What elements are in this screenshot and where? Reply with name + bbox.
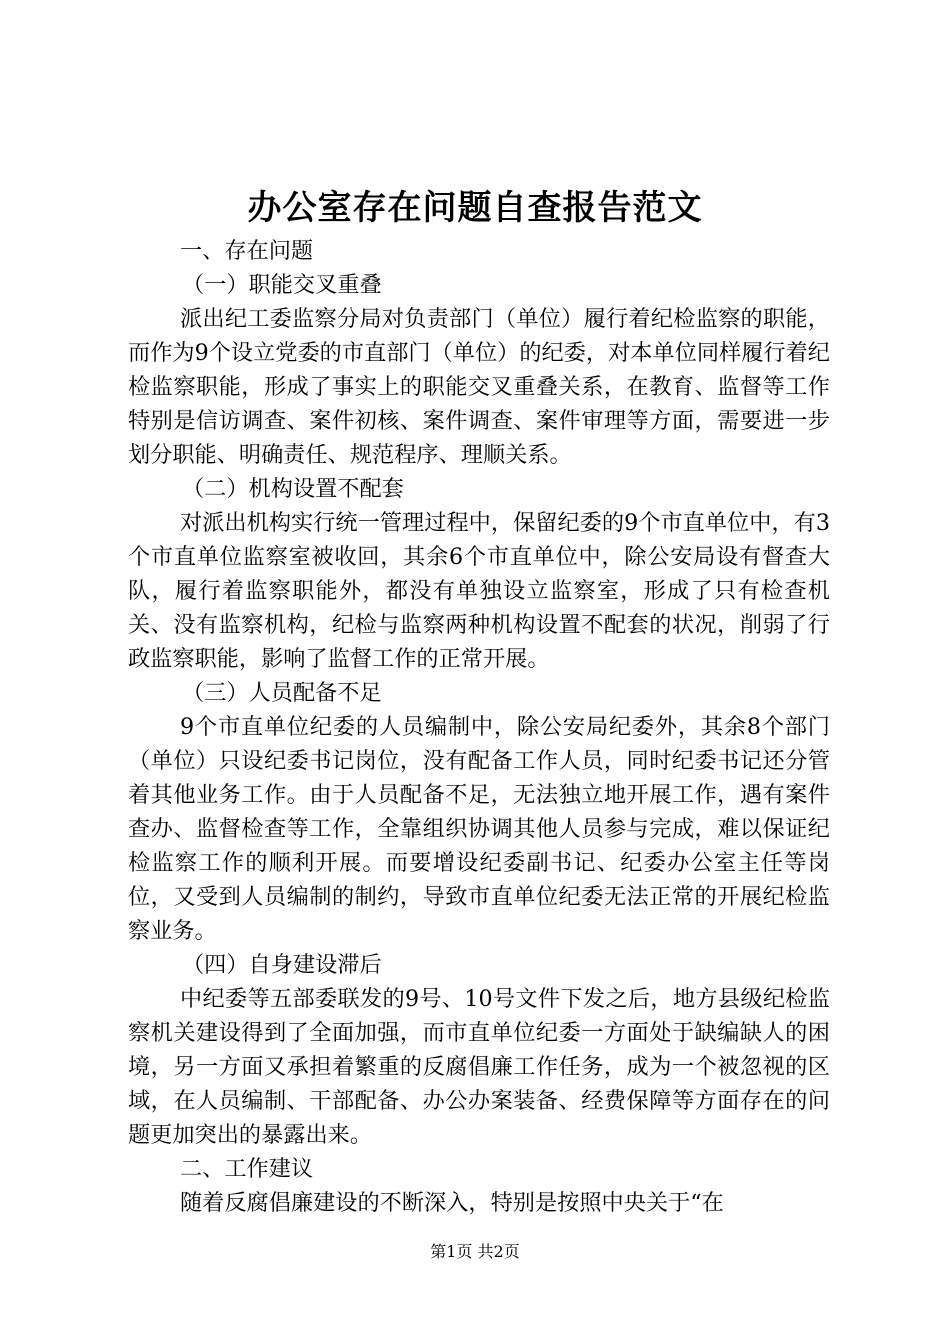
paragraph: 派出纪工委监察分局对负责部门（单位）履行着纪检监察的职能，而作为9个设立党委的市直部门（单位）的纪委，对本单位同样履行着纪检监察职能，形成了事实上的职能交叉重叠关系，在教育、监督等工作特别是信访调查、案件初核、案件调查、案件审理等方面，需要进一步划分职能、明确责任、规范程序、理顺关系。 [128,306,830,468]
page-footer: 第1页 共2页 [430,1242,520,1261]
paragraph: 中纪委等五部委联发的9号、10号文件下发之后，地方县级纪检监察机关建设得到了全面加强，而市直单位纪委一方面处于缺编缺人的困境，另一方面又承担着繁重的反腐倡廉工作任务，成为一个被忽视的区域，在人员编制、干部配备、办公办案装备、经费保障等方面存在的问题更加突出的暴露出来。 [128,986,830,1148]
document-body [128,234,830,1220]
subsection-heading: （四）自身建设滞后 [182,952,382,978]
document-title: 办公室存在问题自查报告范文 [247,188,703,228]
subsection-heading: （一）职能交叉重叠 [182,272,382,298]
paragraph: 随着反腐倡廉建设的不断深入，特别是按照中央关于“在 [180,1190,724,1216]
subsection-heading: （三）人员配备不足 [182,680,382,706]
subsection-heading: （二）机构设置不配套 [182,476,404,502]
section-heading: 二、工作建议 [180,1156,314,1182]
paragraph: 9个市直单位纪委的人员编制中，除公安局纪委外，其余8个部门（单位）只设纪委书记岗位，没有配备工作人员，同时纪委书记还分管着其他业务工作。由于人员配备不足，无法独立地开展工作，遇有案件查办、监督检查等工作，全靠组织协调其他人员参与完成，难以保证纪检监察工作的顺利开展。而要增设纪委副书记、纪委办公室主任等岗位，又受到人员编制的制约，导致市直单位纪委无法正常的开展纪检监察业务。 [128,714,830,944]
paragraph: 对派出机构实行统一管理过程中，保留纪委的9个市直单位中，有3个市直单位监察室被收回，其余6个市直单位中，除公安局设有督查大队，履行着监察职能外，都没有单独设立监察室，形成了只有检查机关、没有监察机构，纪检与监察两种机构设置不配套的状况，削弱了行政监察职能，影响了监督工作的正常开展。 [128,510,830,672]
section-heading: 一、存在问题 [180,238,314,264]
